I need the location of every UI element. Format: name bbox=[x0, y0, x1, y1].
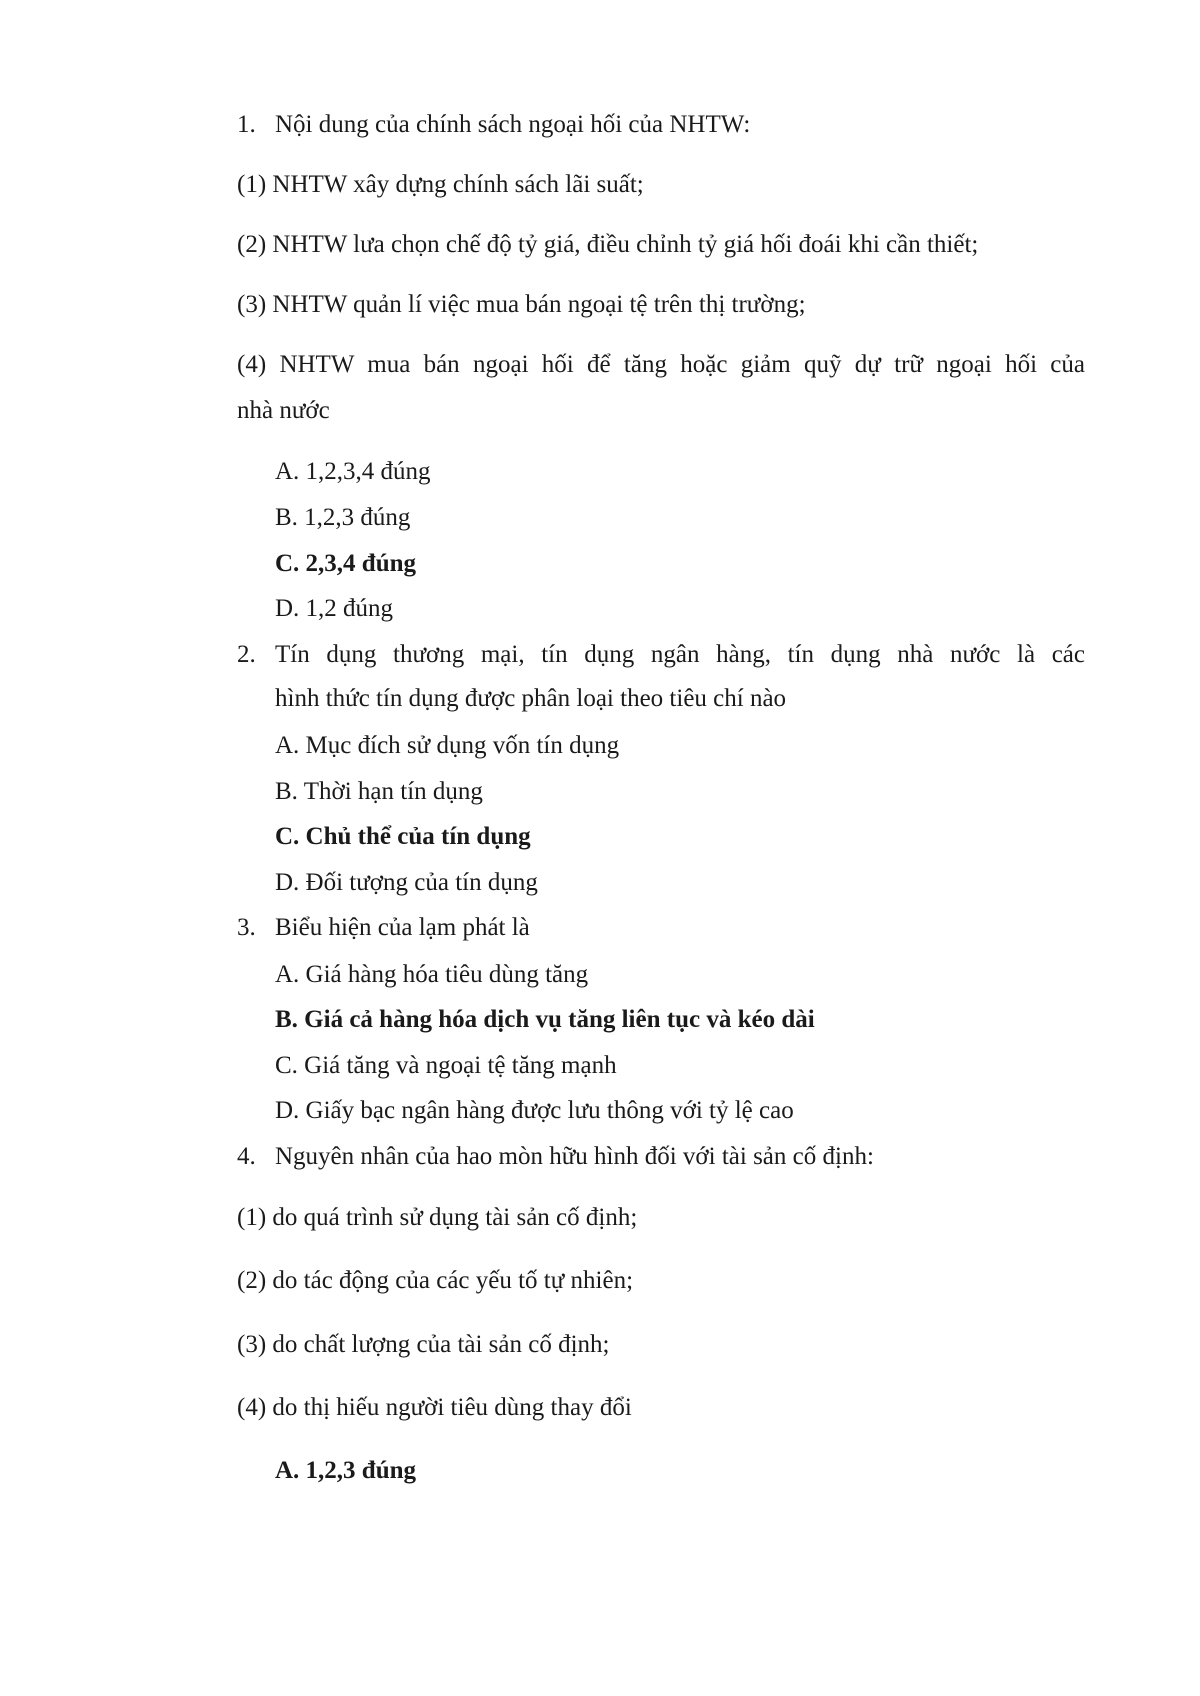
question-2-option-b: B. Thời hạn tín dụng bbox=[275, 778, 483, 805]
question-4-statement-3: (3) do chất lượng của tài sản cố định; bbox=[237, 1331, 610, 1358]
question-4-option-a-answer: A. 1,2,3 đúng bbox=[275, 1457, 417, 1484]
question-1-statement-4-cont: nhà nước bbox=[237, 397, 330, 424]
question-3-number: 3. bbox=[237, 914, 256, 941]
question-3-option-b-answer: B. Giá cả hàng hóa dịch vụ tăng liên tục và kéo dài bbox=[275, 1006, 815, 1033]
question-1-statement-4: (4) NHTW mua bán ngoại hối để tăng hoặc giảm quỹ dự trữ ngoại hối của bbox=[237, 351, 1085, 378]
question-4-number: 4. bbox=[237, 1143, 256, 1170]
question-1-text: Nội dung của chính sách ngoại hối của NHTW: bbox=[275, 111, 751, 138]
question-4-statement-2: (2) do tác động của các yếu tố tự nhiên; bbox=[237, 1267, 634, 1294]
question-3-option-d: D. Giấy bạc ngân hàng được lưu thông với tỷ lệ cao bbox=[275, 1097, 794, 1124]
question-4-statement-4: (4) do thị hiếu người tiêu dùng thay đổi bbox=[237, 1394, 632, 1421]
question-3-text: Biểu hiện của lạm phát là bbox=[275, 914, 530, 941]
question-1-option-b: B. 1,2,3 đúng bbox=[275, 504, 411, 531]
question-1-option-a: A. 1,2,3,4 đúng bbox=[275, 458, 431, 485]
question-2-text-line1: Tín dụng thương mại, tín dụng ngân hàng, tín dụng nhà nước là các bbox=[275, 641, 1085, 668]
question-2-option-c-answer: C. Chủ thể của tín dụng bbox=[275, 823, 531, 850]
question-1-number: 1. bbox=[237, 111, 256, 138]
question-4-statement-1: (1) do quá trình sử dụng tài sản cố định; bbox=[237, 1204, 638, 1231]
question-2-number: 2. bbox=[237, 641, 256, 668]
question-1-option-c-answer: C. 2,3,4 đúng bbox=[275, 550, 417, 577]
question-2-option-d: D. Đối tượng của tín dụng bbox=[275, 869, 538, 896]
question-1-option-d: D. 1,2 đúng bbox=[275, 595, 394, 622]
question-3-option-a: A. Giá hàng hóa tiêu dùng tăng bbox=[275, 961, 589, 988]
question-1-statement-1: (1) NHTW xây dựng chính sách lãi suất; bbox=[237, 171, 644, 198]
question-2-option-a: A. Mục đích sử dụng vốn tín dụng bbox=[275, 732, 620, 759]
question-4-text: Nguyên nhân của hao mòn hữu hình đối với tài sản cố định: bbox=[275, 1143, 874, 1170]
question-2-text-line2: hình thức tín dụng được phân loại theo tiêu chí nào bbox=[275, 685, 787, 712]
question-3-option-c: C. Giá tăng và ngoại tệ tăng mạnh bbox=[275, 1052, 617, 1079]
question-1-statement-2: (2) NHTW lưa chọn chế độ tỷ giá, điều chỉnh tỷ giá hối đoái khi cần thiết; bbox=[237, 231, 979, 258]
question-1-statement-3: (3) NHTW quản lí việc mua bán ngoại tệ trên thị trường; bbox=[237, 291, 806, 318]
